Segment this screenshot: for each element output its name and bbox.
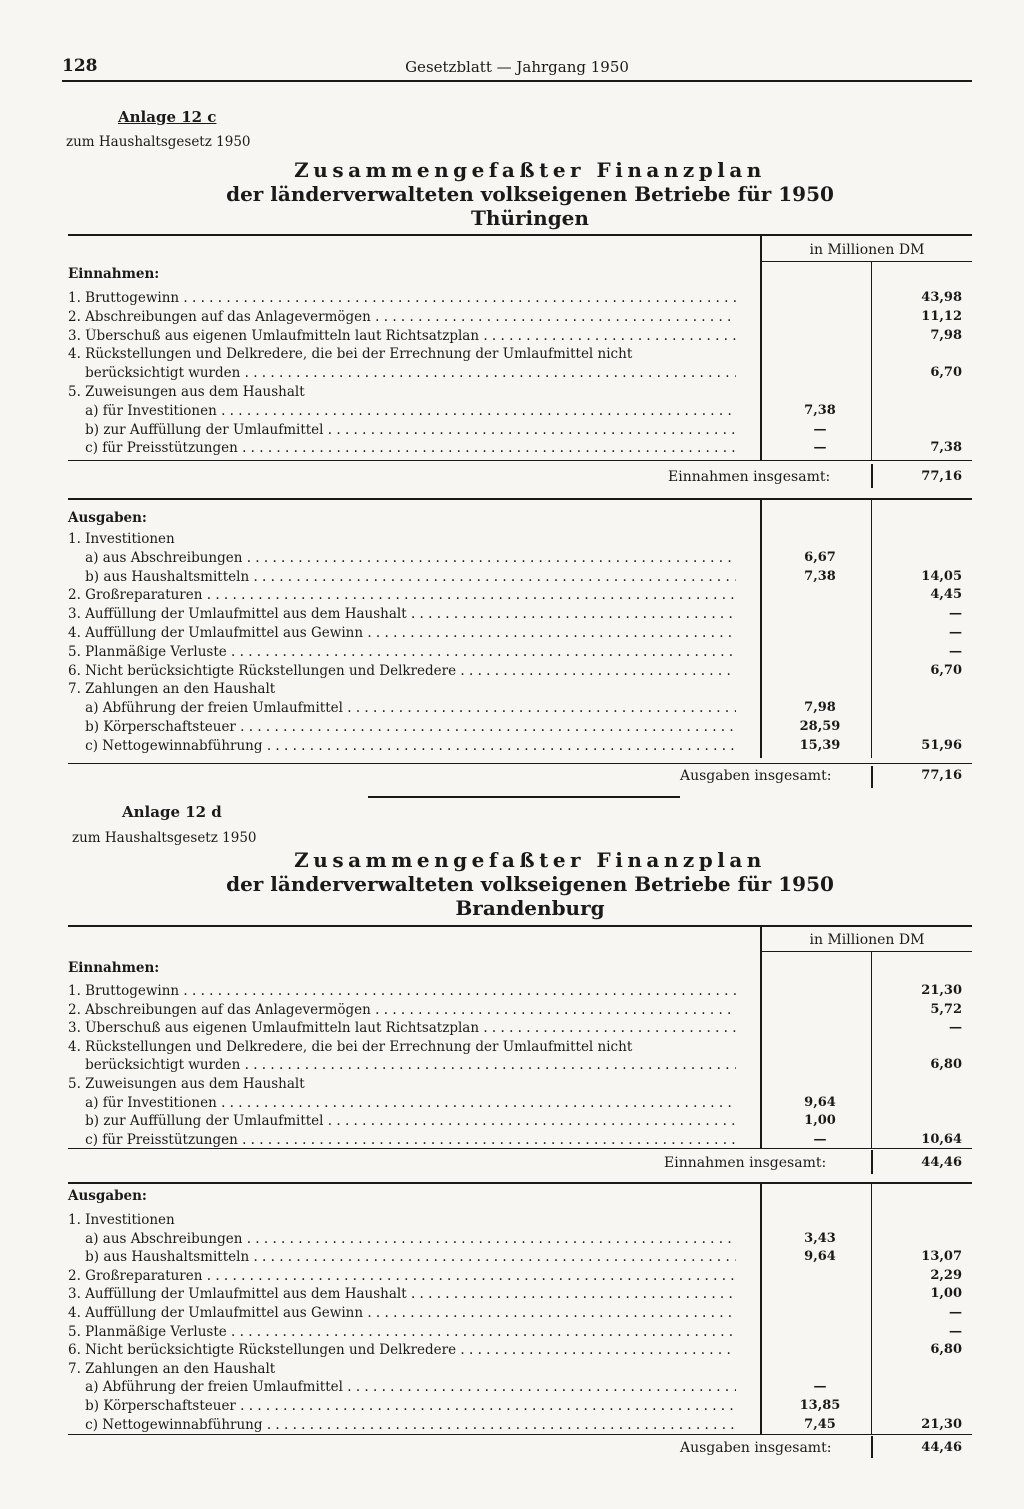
row-value-total: 6,80	[930, 1342, 962, 1358]
row-label: 2. Großreparaturen . . .	[68, 587, 736, 603]
table-row	[68, 1398, 972, 1414]
row-label: 1. Investitionen	[68, 531, 175, 547]
table-row	[68, 1039, 972, 1055]
table-row	[68, 1268, 972, 1284]
row-value-total: 13,07	[921, 1249, 962, 1265]
row-value-detail: 3,43	[804, 1230, 836, 1246]
row-value-total: 7,38	[930, 440, 962, 456]
row-label: 4. Auffüllung der Umlaufmittel aus Gewinn . . .	[68, 1305, 736, 1321]
page-number: 128	[62, 56, 98, 76]
row-label: 5. Zuweisungen aus dem Haushalt	[68, 384, 305, 400]
row-label: 6. Nicht berücksichtigte Rückstellungen und Delkredere . . .	[68, 1342, 736, 1358]
row-label: 3. Auffüllung der Umlaufmittel aus dem Haushalt . . .	[68, 1286, 736, 1302]
row-value-detail: 28,59	[799, 719, 841, 734]
table-row	[68, 1020, 972, 1036]
einnahmen-total-label: Einnahmen insgesamt:	[664, 1155, 827, 1171]
table-row	[68, 365, 972, 381]
ausgaben-total-value: 44,46	[921, 1440, 962, 1455]
row-label: c) für Preisstützungen . . .	[68, 440, 736, 456]
ausgaben-total-label: Ausgaben insgesamt:	[680, 1440, 832, 1456]
table-rule	[68, 1148, 972, 1149]
row-value-total: 43,98	[921, 290, 962, 305]
table-row	[68, 738, 972, 754]
row-label: berücksichtigt wurden . . .	[68, 365, 736, 381]
row-label: 3. Überschuß aus eigenen Umlaufmitteln laut Richtsatzplan . . .	[68, 1020, 736, 1036]
column-divider	[871, 464, 873, 488]
plan-title-line3: Thüringen	[471, 206, 589, 230]
row-label: 2. Abschreibungen auf das Anlagevermögen . . .	[68, 309, 736, 325]
row-label: 4. Auffüllung der Umlaufmittel aus Gewinn . . .	[68, 625, 736, 641]
ausgaben-heading: Ausgaben:	[68, 510, 147, 526]
plan-title	[100, 158, 960, 230]
table-rule	[68, 763, 972, 764]
header-title: Gesetzblatt — Jahrgang 1950	[405, 58, 629, 76]
row-label: 5. Planmäßige Verluste . . .	[68, 644, 736, 660]
row-label: b) zur Auffüllung der Umlaufmittel . . .	[68, 1113, 736, 1129]
table-row	[68, 422, 972, 438]
table-row	[68, 663, 972, 679]
table-row	[68, 384, 972, 400]
row-label: 4. Rückstellungen und Delkredere, die bei der Errechnung der Umlaufmittel nicht	[68, 346, 633, 363]
unit-rule	[762, 951, 972, 952]
row-label: 7. Zahlungen an den Haushalt	[68, 681, 276, 698]
table-row	[68, 1249, 972, 1265]
table-row	[68, 625, 972, 641]
row-value-detail: 6,67	[804, 549, 836, 565]
row-value-total: 6,70	[930, 365, 962, 381]
row-label: a) Abführung der freien Umlaufmittel . . .	[68, 1379, 736, 1395]
row-value-detail: 7,38	[804, 568, 836, 584]
row-value-total: 21,30	[921, 1416, 962, 1432]
column-divider	[871, 1436, 873, 1458]
row-value-total: —	[949, 643, 962, 659]
table-rule	[68, 460, 972, 461]
running-header	[62, 56, 972, 80]
anlage-label: Anlage 12 d	[122, 803, 222, 821]
table-row	[68, 290, 972, 306]
table-row	[68, 719, 972, 735]
row-value-detail: 9,64	[804, 1094, 836, 1110]
table-row	[68, 1132, 972, 1148]
einnahmen-heading: Einnahmen:	[68, 960, 160, 976]
table-rule	[68, 1434, 972, 1435]
row-value-total: 10,64	[921, 1131, 962, 1147]
table-row	[68, 644, 972, 660]
table-row	[68, 569, 972, 585]
table-row	[68, 346, 972, 362]
row-label: c) Nettogewinnabführung . . .	[68, 1417, 736, 1433]
table-row	[68, 1361, 972, 1377]
plan-title-line2: der länderverwalteten volkseigenen Betriebe für 1950	[226, 872, 834, 896]
row-value-detail: —	[813, 1379, 827, 1395]
row-value-total: —	[949, 606, 962, 622]
einnahmen-total-value: 44,46	[921, 1155, 962, 1170]
ausgaben-heading: Ausgaben:	[68, 1188, 147, 1204]
unit-label: in Millionen DM	[809, 932, 925, 948]
einnahmen-total-label: Einnahmen insgesamt:	[668, 469, 831, 485]
ausgaben-total-label: Ausgaben insgesamt:	[680, 768, 832, 784]
row-label: a) aus Abschreibungen . . .	[68, 550, 736, 566]
section-separator	[368, 796, 680, 798]
table-row	[68, 1286, 972, 1302]
row-value-total: —	[949, 1020, 962, 1036]
table-row	[68, 1113, 972, 1129]
row-value-detail: —	[813, 1131, 827, 1147]
row-value-detail: 1,00	[804, 1113, 836, 1129]
row-value-total: —	[949, 625, 962, 640]
table-row	[68, 1095, 972, 1111]
row-label: 3. Auffüllung der Umlaufmittel aus dem Haushalt . . .	[68, 606, 736, 622]
row-value-total: 11,12	[921, 308, 962, 324]
table-row	[68, 1342, 972, 1358]
column-divider	[871, 1150, 873, 1174]
row-value-detail: 7,38	[804, 402, 836, 418]
row-value-detail: 13,85	[799, 1398, 841, 1413]
table-row	[68, 550, 972, 566]
table-row	[68, 1305, 972, 1321]
plan-title-line1: Zusammengefaßter Finanzplan	[294, 158, 766, 182]
table-row	[68, 403, 972, 419]
row-label: 1. Investitionen	[68, 1212, 175, 1228]
ausgaben-total-value: 77,16	[921, 768, 962, 783]
einnahmen-heading: Einnahmen:	[68, 266, 160, 282]
row-label: 1. Bruttogewinn . . .	[68, 983, 736, 999]
plan-title	[100, 848, 960, 920]
row-value-detail: 15,39	[799, 737, 841, 753]
row-label: b) aus Haushaltsmitteln . . .	[68, 569, 736, 585]
row-value-total: 2,29	[930, 1267, 962, 1283]
table-row	[68, 606, 972, 622]
row-value-total: 21,30	[921, 983, 962, 998]
row-value-total: 5,72	[930, 1001, 962, 1017]
row-label: 6. Nicht berücksichtigte Rückstellungen und Delkredere . . .	[68, 663, 736, 679]
row-label: berücksichtigt wurden . . .	[68, 1057, 736, 1073]
plan-title-line1: Zusammengefaßter Finanzplan	[294, 848, 766, 872]
row-value-total: —	[949, 1305, 962, 1320]
table-row	[68, 440, 972, 456]
row-value-total: —	[949, 1323, 962, 1339]
row-label: a) Abführung der freien Umlaufmittel . . .	[68, 700, 736, 716]
row-value-detail: —	[813, 440, 827, 456]
row-label: 5. Zuweisungen aus dem Haushalt	[68, 1076, 305, 1092]
row-value-total: 14,05	[921, 568, 962, 584]
column-divider	[871, 766, 873, 788]
table-row	[68, 1324, 972, 1340]
unit-rule	[762, 261, 972, 262]
table-row	[68, 1379, 972, 1395]
row-value-total: 6,70	[930, 662, 962, 678]
anlage-subtitle: zum Haushaltsgesetz 1950	[72, 830, 257, 846]
row-label: 4. Rückstellungen und Delkredere, die bei der Errechnung der Umlaufmittel nicht	[68, 1038, 633, 1055]
row-label: 7. Zahlungen an den Haushalt	[68, 1360, 276, 1377]
row-label: 1. Bruttogewinn . . .	[68, 290, 736, 306]
table-top-rule	[68, 234, 972, 236]
plan-title-line2: der länderverwalteten volkseigenen Betriebe für 1950	[226, 182, 834, 206]
plan-title-line3: Brandenburg	[455, 896, 605, 920]
table-row	[68, 1076, 972, 1092]
table-rule	[68, 1182, 972, 1184]
row-value-detail: 7,45	[804, 1416, 836, 1432]
einnahmen-total-value: 77,16	[921, 469, 962, 484]
header-rule	[62, 80, 972, 82]
table-row	[68, 983, 972, 999]
table-row	[68, 587, 972, 603]
row-label: c) Nettogewinnabführung . . .	[68, 738, 736, 754]
anlage-subtitle: zum Haushaltsgesetz 1950	[66, 134, 251, 150]
table-rule	[68, 498, 972, 500]
row-value-total: 6,80	[930, 1057, 962, 1073]
row-label: 5. Planmäßige Verluste . . .	[68, 1324, 736, 1340]
table-row	[68, 531, 972, 547]
row-label: b) aus Haushaltsmitteln . . .	[68, 1249, 736, 1265]
table-row	[68, 1417, 972, 1433]
row-label: b) Körperschaftsteuer . . .	[68, 1398, 736, 1414]
table-row	[68, 1057, 972, 1073]
row-label: c) für Preisstützungen . . .	[68, 1132, 736, 1148]
row-label: b) Körperschaftsteuer . . .	[68, 719, 736, 735]
anlage-label: Anlage 12 c	[118, 108, 217, 126]
table-row	[68, 681, 972, 697]
row-value-total: 7,98	[930, 327, 962, 343]
row-label: 2. Großreparaturen . . .	[68, 1268, 736, 1284]
row-label: 2. Abschreibungen auf das Anlagevermögen . . .	[68, 1002, 736, 1018]
row-label: 3. Überschuß aus eigenen Umlaufmitteln laut Richtsatzplan . . .	[68, 328, 736, 344]
row-value-detail: 7,98	[804, 700, 836, 716]
row-label: a) für Investitionen . . .	[68, 403, 736, 419]
row-value-detail: 9,64	[804, 1249, 836, 1265]
table-row	[68, 1002, 972, 1018]
table-row	[68, 1231, 972, 1247]
unit-label: in Millionen DM	[809, 242, 925, 258]
row-value-total: 4,45	[930, 587, 962, 603]
table-row	[68, 309, 972, 325]
table-row	[68, 328, 972, 344]
table-row	[68, 700, 972, 716]
table-top-rule	[68, 925, 972, 927]
row-value-total: 51,96	[921, 737, 962, 753]
row-label: a) für Investitionen . . .	[68, 1095, 736, 1111]
row-value-detail: —	[813, 421, 827, 437]
table-row	[68, 1212, 972, 1228]
row-label: b) zur Auffüllung der Umlaufmittel . . .	[68, 422, 736, 438]
row-value-total: 1,00	[930, 1286, 962, 1302]
row-label: a) aus Abschreibungen . . .	[68, 1231, 736, 1247]
